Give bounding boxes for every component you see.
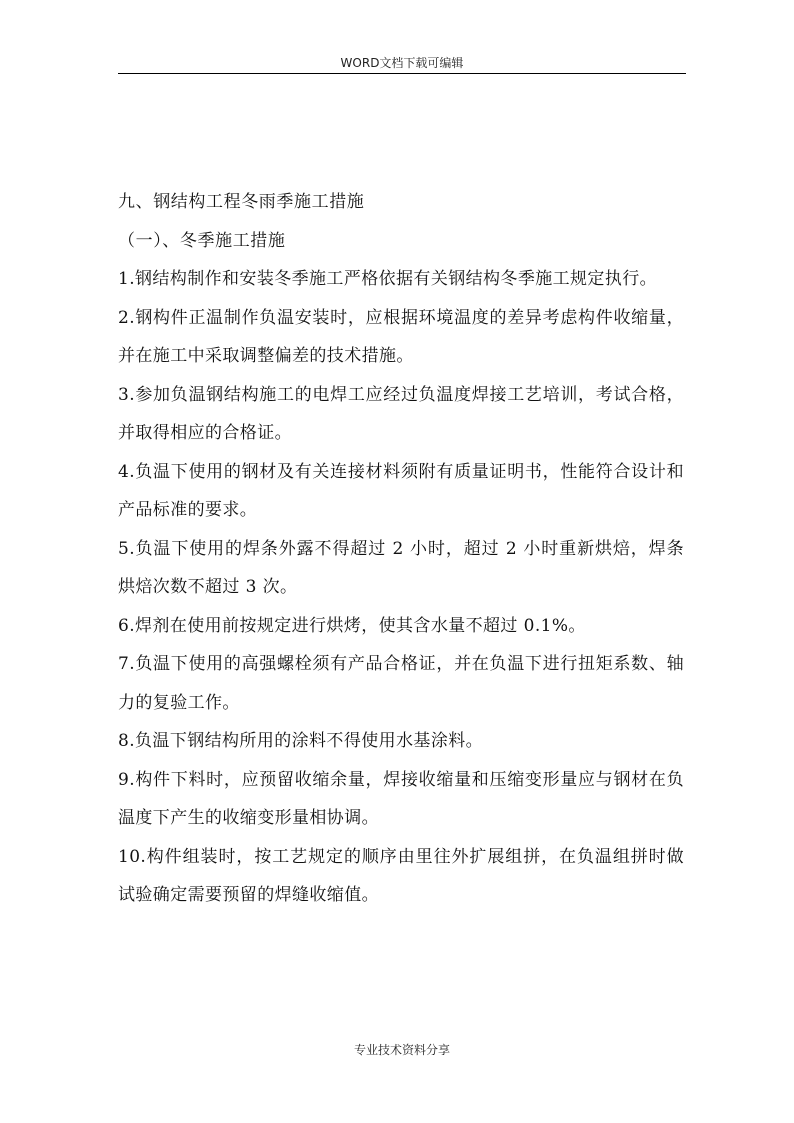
list-item-9: 9.构件下料时，应预留收缩余量，焊接收缩量和压缩变形量应与钢材在负温度下产生的收缩变形量相协调。: [118, 769, 684, 828]
list-item-3: 3.参加负温钢结构施工的电焊工应经过负温度焊接工艺培训，考试合格，并取得相应的合格证。: [118, 384, 684, 443]
list-item-2: 2.钢构件正温制作负温安装时，应根据环境温度的差异考虑构件收缩量，并在施工中采取调整偏差的技术措施。: [118, 307, 684, 366]
section-title: 九、钢结构工程冬雨季施工措施: [118, 192, 365, 212]
list-item-8: 8.负温下钢结构所用的涂料不得使用水基涂料。: [118, 731, 484, 751]
list-item-4: 4.负温下使用的钢材及有关连接材料须附有质量证明书，性能符合设计和产品标准的要求。: [118, 461, 684, 520]
list-item-6: 6.焊剂在使用前按规定进行烘烤，使其含水量不超过 0.1%。: [118, 615, 586, 636]
list-item-1: 1.钢结构制作和安装冬季施工严格依据有关钢结构冬季施工规定执行。: [118, 269, 658, 289]
document-body: [118, 183, 684, 915]
list-item-7: 7.负温下使用的高强螺栓须有产品合格证，并在负温下进行扭矩系数、轴力的复验工作。: [118, 654, 684, 713]
header-rule: [118, 73, 686, 74]
page-header: WORD文档下载可编辑: [340, 56, 464, 70]
list-item-10: 10.构件组装时，按工艺规定的顺序由里往外扩展组拼，在负温组拼时做试验确定需要预留的焊缝收缩值。: [118, 846, 684, 905]
page-footer: 专业技术资料分享: [353, 1043, 450, 1057]
subsection-title: （一）、冬季施工措施: [118, 230, 286, 251]
list-item-5: 5.负温下使用的焊条外露不得超过 2 小时，超过 2 小时重新烘焙，焊条烘焙次数不超过 3 次。: [118, 538, 684, 597]
